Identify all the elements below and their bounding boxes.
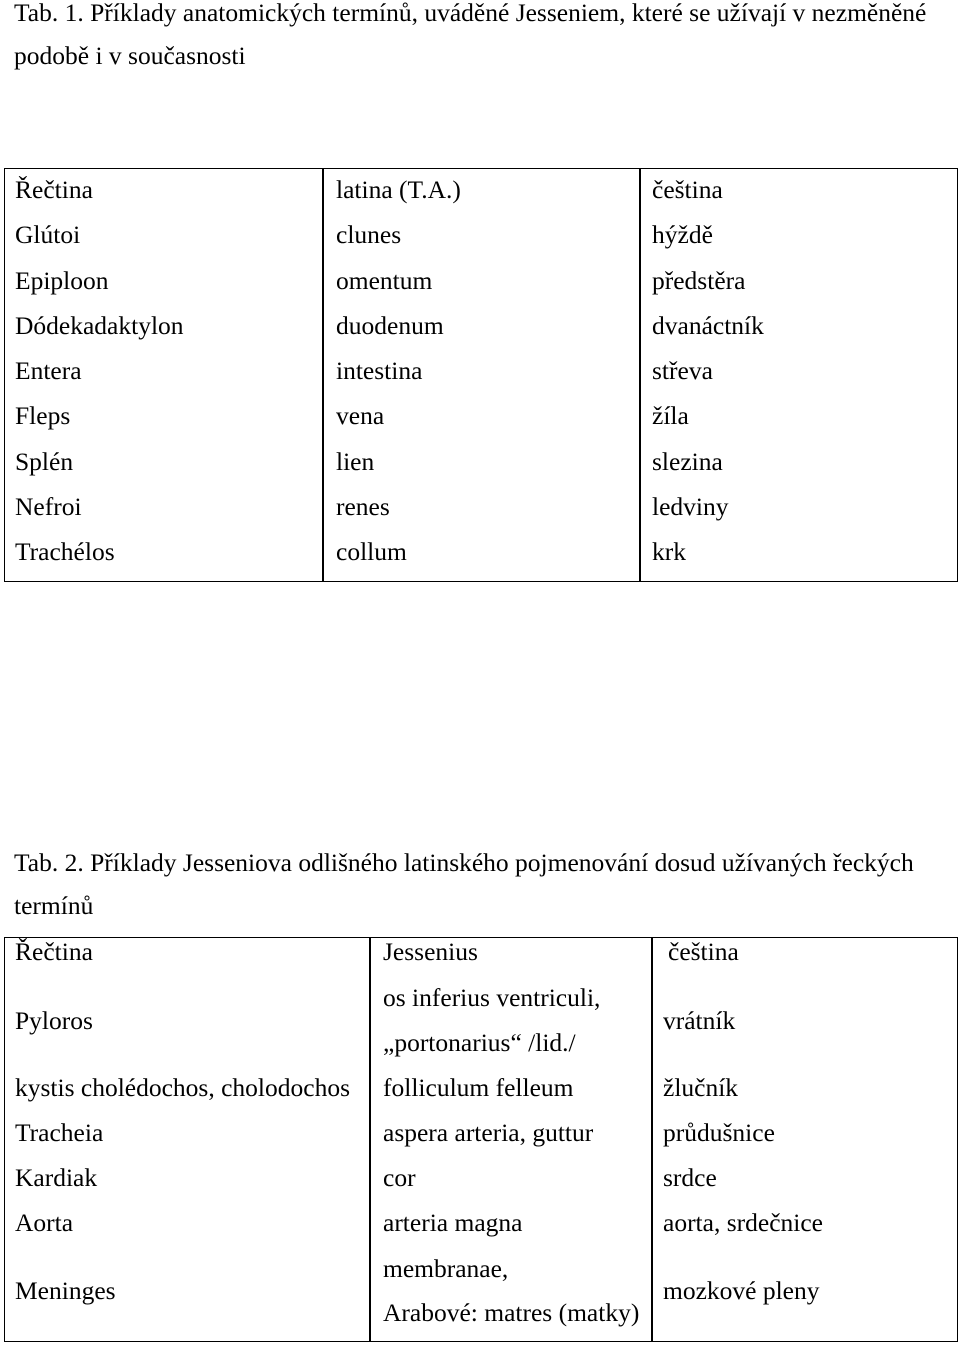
cell-text: mozkové pleny xyxy=(663,1276,820,1305)
table-cell xyxy=(4,1110,370,1155)
column-header: Řečtina xyxy=(15,175,93,204)
cell-text: arteria magna xyxy=(383,1208,523,1237)
table-cell: lien xyxy=(336,446,375,476)
table-cell: intestina xyxy=(336,356,423,386)
table-header-row xyxy=(4,167,958,212)
table-cell xyxy=(652,1110,958,1155)
table-cell xyxy=(370,1245,652,1337)
table-caption xyxy=(14,0,926,77)
table-cell: Epiploon xyxy=(15,265,109,295)
caption-line: Tab. 1. Příklady anatomických termínů, uváděné Jesseniem, které se užívají v nezměněné xyxy=(14,0,927,27)
table-cell xyxy=(4,975,370,1065)
table-cell: omentum xyxy=(336,265,433,295)
table xyxy=(4,937,958,1337)
table-cell: krk xyxy=(652,537,686,567)
table-header-row xyxy=(4,937,958,975)
table-row xyxy=(4,529,958,574)
table-cell xyxy=(370,975,652,1065)
table-cell xyxy=(652,1245,958,1337)
table-cell: žíla xyxy=(652,401,689,431)
table-cell xyxy=(370,1155,652,1200)
cell-text: Kardiak xyxy=(15,1163,98,1192)
column-header: čeština xyxy=(652,175,723,204)
table-cell xyxy=(652,1155,958,1200)
table-cell: Trachélos xyxy=(15,537,115,567)
column-header: Řečtina xyxy=(15,937,93,966)
cell-text: cor xyxy=(383,1163,416,1192)
caption-line: Tab. 2. Příklady Jesseniova odlišného latinského pojmenování dosud užívaných řeckých xyxy=(14,848,914,877)
cell-text: „portonarius“ /lid./ xyxy=(383,1028,576,1057)
cell-text: průdušnice xyxy=(663,1118,775,1147)
table-cell xyxy=(370,1200,652,1245)
cell-text: Aorta xyxy=(15,1208,74,1237)
cell-text: srdce xyxy=(663,1163,717,1192)
column-header: latina (T.A.) xyxy=(336,175,461,204)
cell-text: Meninges xyxy=(15,1276,116,1305)
table-row xyxy=(4,348,958,393)
cell-text: membranae, xyxy=(383,1254,509,1283)
table-cell: duodenum xyxy=(336,310,444,340)
cell-text: žlučník xyxy=(663,1073,739,1102)
table-row xyxy=(4,439,958,484)
table-row xyxy=(4,1200,958,1245)
table-row xyxy=(4,303,958,348)
cell-text: kystis cholédochos, cholodochos xyxy=(15,1073,350,1102)
table-cell: dvanáctník xyxy=(652,310,764,340)
table-cell xyxy=(370,1065,652,1110)
column-header: Jessenius xyxy=(383,937,478,966)
table-row xyxy=(4,212,958,257)
cell-text: os inferius ventriculi, xyxy=(383,983,601,1012)
table-cell: clunes xyxy=(336,220,402,250)
table-cell: Dódekadaktylon xyxy=(15,310,184,340)
cell-text: aorta, srdečnice xyxy=(663,1208,823,1237)
table-cell: Fleps xyxy=(15,401,71,431)
table-row xyxy=(4,1245,958,1337)
table-cell: renes xyxy=(336,492,390,522)
cell-text: aspera arteria, guttur xyxy=(383,1118,594,1147)
table-cell xyxy=(652,1065,958,1110)
table-row xyxy=(4,258,958,303)
table-cell: hýždě xyxy=(652,220,713,250)
table-cell xyxy=(370,1110,652,1155)
cell-text: Pyloros xyxy=(15,1005,93,1035)
cell-text: Tracheia xyxy=(15,1118,104,1147)
table-cell xyxy=(4,1200,370,1245)
table-row xyxy=(4,1155,958,1200)
table-cell: Nefroi xyxy=(15,492,82,522)
table-cell: střeva xyxy=(652,356,713,386)
table-caption xyxy=(14,841,914,927)
table-row xyxy=(4,393,958,438)
table-cell xyxy=(4,1155,370,1200)
table-cell xyxy=(4,1245,370,1337)
table-row xyxy=(4,975,958,1065)
column-header: čeština xyxy=(668,937,739,966)
table-cell: vena xyxy=(336,401,385,431)
caption-line: termínů xyxy=(14,891,94,920)
table-cell: Splén xyxy=(15,446,74,476)
table-cell xyxy=(652,975,958,1065)
table-cell xyxy=(4,1065,370,1110)
table-cell: ledviny xyxy=(652,492,729,522)
cell-text: folliculum felleum xyxy=(383,1073,574,1102)
table-cell: Glútoi xyxy=(15,220,81,250)
table-row xyxy=(4,484,958,529)
table-cell: Entera xyxy=(15,356,82,386)
table-cell: předstěra xyxy=(652,265,746,295)
table-row xyxy=(4,1065,958,1110)
table-cell: slezina xyxy=(652,446,723,476)
caption-line: podobě i v současnosti xyxy=(14,41,246,70)
table-cell: collum xyxy=(336,537,407,567)
table-cell xyxy=(652,1200,958,1245)
cell-text: Arabové: matres (matky) xyxy=(383,1298,640,1327)
table-row xyxy=(4,1110,958,1155)
table xyxy=(4,167,958,575)
cell-text: vrátník xyxy=(663,1005,736,1035)
